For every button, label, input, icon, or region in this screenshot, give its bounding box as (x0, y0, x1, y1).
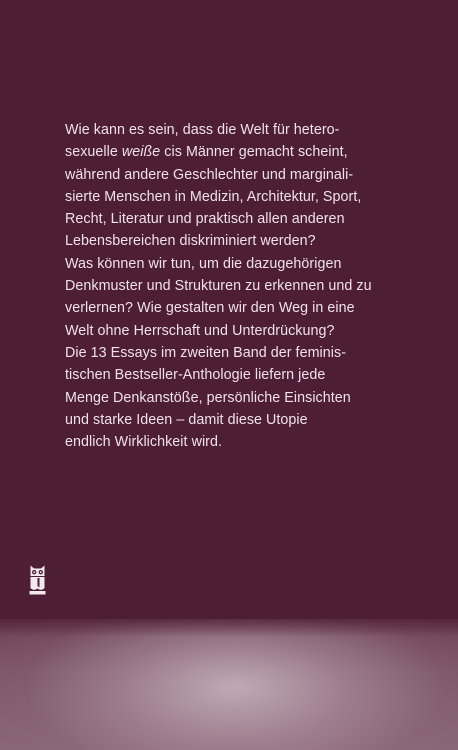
blurb-line: verlernen? Wie gestalten wir den Weg in eine (65, 300, 355, 317)
blurb-line: Menge Denkanstöße, persönliche Einsichten (65, 389, 351, 406)
blurb-line: und starke Ideen – damit diese Utopie (65, 411, 308, 428)
blurb-line: Lebensbereichen diskriminiert werden? (65, 233, 316, 250)
blurb-line: Recht, Literatur und praktisch allen anderen (65, 211, 345, 228)
blurb-line: Welt ohne Herrschaft und Unterdrückung? (65, 322, 335, 339)
blurb-line: Denkmuster und Strukturen zu erkennen und zu (65, 278, 372, 295)
blurb-line: sierte Menschen in Medizin, Architektur, Sport, (65, 188, 362, 205)
blurb-line-fragment: sexuelle (65, 144, 122, 161)
blurb-line: tischen Bestseller-Anthologie liefern jede (65, 367, 326, 384)
blurb-line: während andere Geschlechter und marginali- (65, 166, 354, 183)
blurb-line-fragment: cis Männer gemacht scheint, (160, 144, 348, 161)
blurb-emphasis: weiße (121, 144, 161, 161)
blurb-line: Was können wir tun, um die dazugehörigen (65, 255, 342, 272)
blurb-text (65, 119, 395, 453)
blurb-line: Wie kann es sein, dass die Welt für hetero- (65, 122, 340, 138)
blurb-line: Die 13 Essays im zweiten Band der feminis- (65, 344, 347, 361)
bottom-gradient-band (0, 619, 458, 750)
blurb-line (65, 141, 395, 163)
owl-logo-icon (29, 565, 46, 595)
blurb-line: endlich Wirklichkeit wird. (65, 434, 223, 451)
